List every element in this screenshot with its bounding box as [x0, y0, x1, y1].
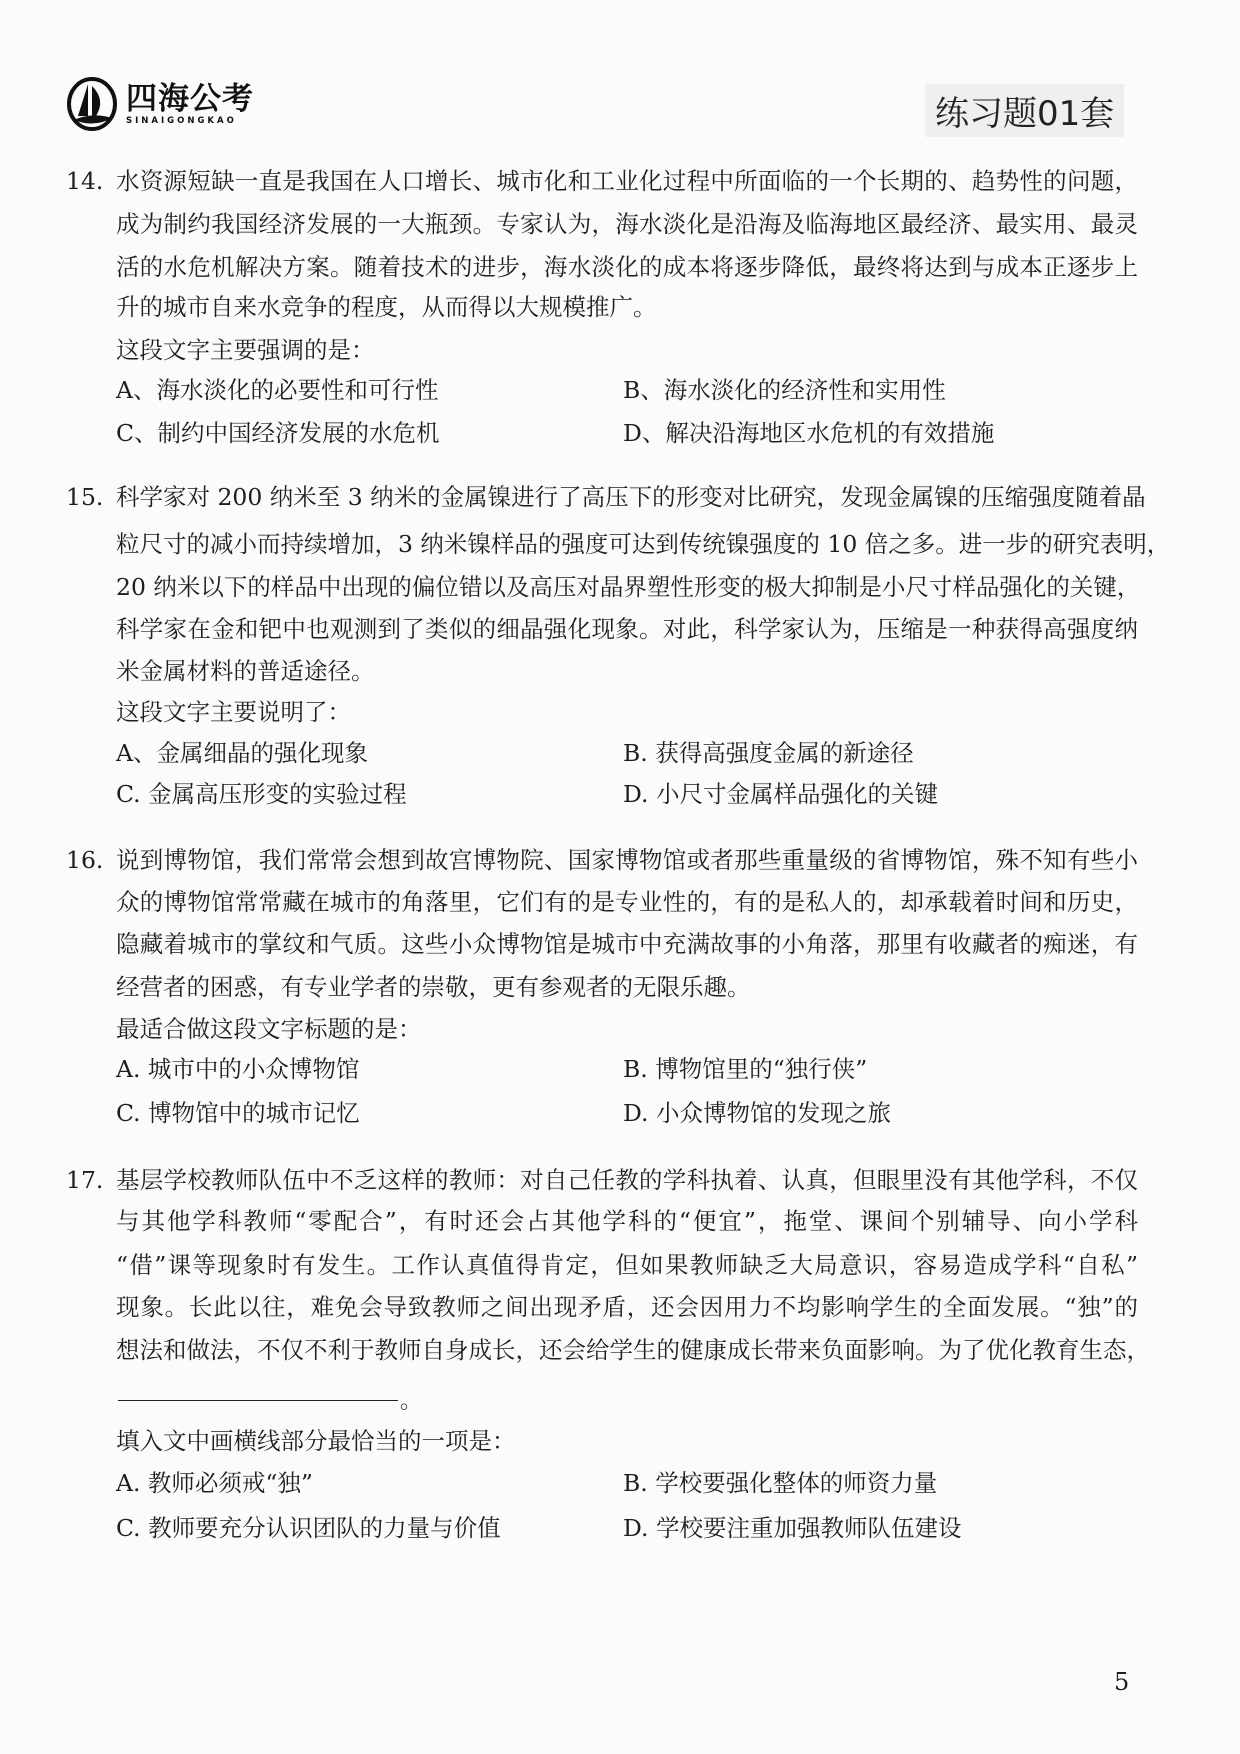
- question-text-line: 20 纳米以下的样品中出现的偏位错以及高压对晶界塑性形变的极大抑制是小尺寸样品强化的关键，: [116, 573, 1141, 601]
- option-b[interactable]: B. 学校要强化整体的师资力量: [623, 1469, 938, 1497]
- question-prompt: 最适合做这段文字标题的是：: [116, 1015, 422, 1043]
- question-number: 16.: [66, 846, 104, 874]
- question-number: 17.: [66, 1166, 104, 1194]
- question-text-line: 成为制约我国经济发展的一大瓶颈。专家认为，海水淡化是沿海及临海地区最经济、最实用、最灵: [116, 210, 1138, 238]
- option-c[interactable]: C、制约中国经济发展的水危机: [116, 419, 440, 447]
- option-a[interactable]: A、海水淡化的必要性和可行性: [116, 376, 439, 404]
- option-a[interactable]: A、金属细晶的强化现象: [116, 739, 368, 767]
- option-b[interactable]: B. 博物馆里的“独行侠”: [623, 1055, 868, 1083]
- question-prompt: 这段文字主要强调的是：: [116, 336, 375, 364]
- question-text-line: 粒尺寸的减小而持续增加，3 纳米镍样品的强度可达到传统镍强度的 10 倍之多。进一步的研究表明，: [116, 530, 1171, 558]
- blank-period: 。: [400, 1389, 423, 1414]
- question-number: 14.: [66, 167, 104, 195]
- option-a[interactable]: A. 教师必须戒“独”: [116, 1469, 313, 1497]
- exercise-set-title: 练习题01套: [925, 84, 1124, 137]
- question-text-line: 活的水危机解决方案。随着技术的进步，海水淡化的成本将逐步降低，最终将达到与成本正逐步上: [116, 253, 1138, 281]
- question-text-line: 现象。长此以往，难免会导致教师之间出现矛盾，还会因用力不均影响学生的全面发展。“独”的: [116, 1293, 1138, 1321]
- option-a[interactable]: A. 城市中的小众博物馆: [116, 1055, 360, 1083]
- option-b[interactable]: B. 获得高强度金属的新途径: [623, 739, 914, 767]
- question-text-line: 米金属材料的普适途径。: [116, 657, 375, 685]
- question-text-line: 想法和做法，不仅不利于教师自身成长，还会给学生的健康成长带来负面影响。为了优化教育生态，: [116, 1336, 1150, 1364]
- question-text-line: 科学家对 200 纳米至 3 纳米的金属镍进行了高压下的形变对比研究，发现金属镍的压缩强度随着晶: [116, 483, 1146, 511]
- question-text-line: 基层学校教师队伍中不乏这样的教师：对自己任教的学科执着、认真，但眼里没有其他学科，不仅: [116, 1166, 1138, 1194]
- question-text-line: 隐藏着城市的掌纹和气质。这些小众博物馆是城市中充满故事的小角落，那里有收藏者的痴迷，有: [116, 930, 1138, 958]
- page-number: 5: [1114, 1668, 1130, 1696]
- option-d[interactable]: D、解决沿海地区水危机的有效措施: [623, 419, 995, 447]
- question-prompt: 填入文中画横线部分最恰当的一项是：: [116, 1427, 516, 1455]
- option-c[interactable]: C. 教师要充分认识团队的力量与价值: [116, 1514, 501, 1542]
- option-d[interactable]: D. 小众博物馆的发现之旅: [623, 1099, 891, 1127]
- option-b[interactable]: B、海水淡化的经济性和实用性: [623, 376, 946, 404]
- option-c[interactable]: C. 博物馆中的城市记忆: [116, 1099, 360, 1127]
- option-d[interactable]: D. 小尺寸金属样品强化的关键: [623, 780, 938, 808]
- option-c[interactable]: C. 金属高压形变的实验过程: [116, 780, 407, 808]
- logo-pinyin-name: SINAIGONGKAO: [126, 116, 237, 126]
- question-prompt: 这段文字主要说明了：: [116, 698, 351, 726]
- question-text-line: “借”课等现象时有发生。工作认真值得肯定，但如果教师缺乏大局意识，容易造成学科“自私”: [116, 1251, 1138, 1279]
- question-number: 15.: [66, 483, 104, 511]
- question-text-line: 众的博物馆常常藏在城市的角落里，它们有的是专业性的，有的是私人的，却承载着时间和历史，: [116, 888, 1138, 916]
- question-text-line: 与其他学科教师“零配合”，有时还会占其他学科的“便宜”，拖堂、课间个别辅导、向小学科: [116, 1207, 1138, 1235]
- question-text-line: 经营者的困惑，有专业学者的崇敬，更有参观者的无限乐趣。: [116, 973, 751, 1001]
- logo-chinese-name: 四海公考: [126, 81, 254, 117]
- question-text-line: 说到博物馆，我们常常会想到故宫博物院、国家博物馆或者那些重量级的省博物馆，殊不知有些小: [116, 846, 1138, 874]
- fill-in-blank-line: [118, 1400, 398, 1401]
- question-text-line: 升的城市自来水竞争的程度，从而得以大规模推广。: [116, 293, 657, 321]
- question-text-line: 科学家在金和钯中也观测到了类似的细晶强化现象。对此，科学家认为，压缩是一种获得高强度纳: [116, 615, 1138, 643]
- question-text-line: 水资源短缺一直是我国在人口增长、城市化和工业化过程中所面临的一个长期的、趋势性的问题，: [116, 167, 1138, 195]
- sailboat-logo-icon: [66, 76, 118, 132]
- brand-logo: [66, 76, 254, 132]
- option-d[interactable]: D. 学校要注重加强教师队伍建设: [623, 1514, 962, 1542]
